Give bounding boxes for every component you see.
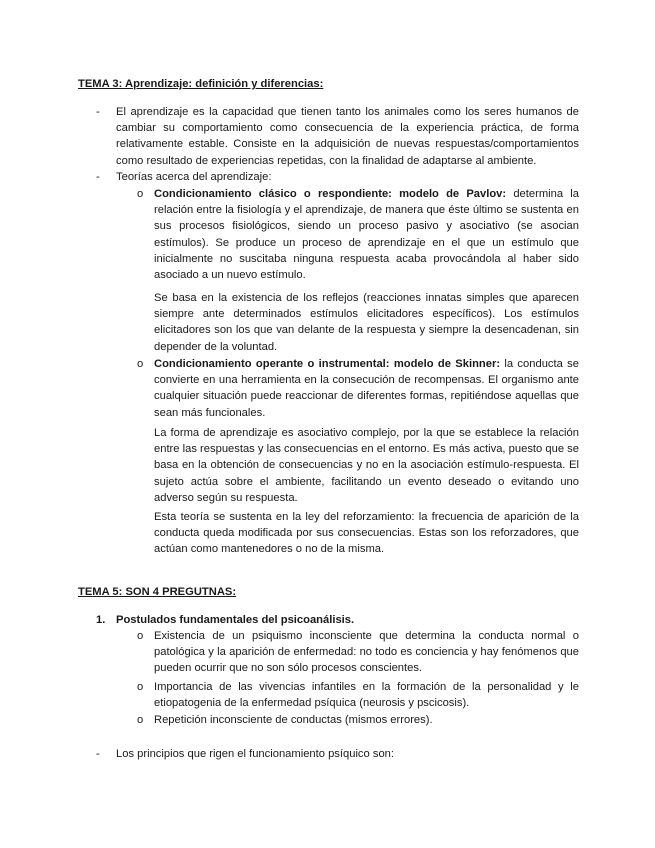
circle-bullet: o	[137, 188, 144, 200]
dash-bullet: -	[96, 106, 100, 118]
skinner-text: la conducta se convierte en una herramienta en la consecución de recompensas. El organismo ante cualquier situación puede reaccionar de diferentes formas, repitiéndose aquellas que sean más funcionales.	[154, 358, 579, 419]
teorias-label: Teorías acerca del aprendizaje:	[116, 171, 272, 183]
circle-bullet: o	[137, 681, 144, 693]
tema3-title: TEMA 3: Aprendizaje: definición y diferencias:	[78, 78, 324, 90]
circle-bullet: o	[137, 358, 144, 370]
psicoanalisis-heading: Postulados fundamentales del psicoanálisis.	[116, 614, 355, 626]
skinner-paragraph-2: La forma de aprendizaje es asociativo complejo, por la que se establece la relación entre las respuestas y las consecuencias en el entorno. Es más activa, puesto que se basa en la obtención de consecuencias y no en la asociación estímulo-respuesta. El sujeto actúa sobre el ambiente, facilitando un evento deseado o evitando uno adverso según su respuesta.	[154, 427, 579, 504]
pavlov-paragraph	[154, 186, 579, 283]
skinner-paragraph	[154, 356, 579, 421]
pavlov-paragraph-2: Se basa en la existencia de los reflejos (reacciones innatas simples que aparecen siempre ante determinados estímulos elicitadores específicos). Los estímulos elicitadores son los que van delante de la respuesta y siempre la desencadenan, sin depender de la voluntad.	[154, 292, 579, 353]
definition-paragraph: El aprendizaje es la capacidad que tienen tanto los animales como los seres humanos de cambiar su comportamiento como consecuencia de la experiencia práctica, de forma relativamente estable. Consiste en la adquisición de nuevas respuestas/comportamientos como resultado de experiencias repetidas, con la finalidad de adaptarse al ambiente.	[116, 106, 579, 167]
pavlov-heading: Condicionamiento clásico o respondiente: modelo de Pavlov:	[154, 188, 507, 200]
numbered-marker: 1.	[96, 614, 106, 626]
list-item: Importancia de las vivencias infantiles en la formación de la personalidad y le etiopatogenia de la enfermedad psíquica (neurosis y pscicosis).	[154, 681, 579, 710]
skinner-heading: Condicionamiento operante o instrumental: modelo de Skinner:	[154, 358, 501, 370]
circle-bullet: o	[137, 714, 144, 726]
tema5-title: TEMA 5: SON 4 PREGUTNAS:	[78, 586, 237, 598]
pavlov-text: determina la relación entre la fisiología y el aprendizaje, de manera que éste último se sustenta en sus procesos fisiológicos, siendo un proceso pasivo y asociativo (se asocian estímulos). Se produce un proceso de aprendizaje en el que un estímulo que inicialmente no suscitaba ninguna respuesta acaba provocándola al haber sido asociado a un nuevo estímulo.	[154, 188, 579, 282]
dash-bullet: -	[96, 748, 100, 760]
list-item: Repetición inconsciente de conductas (mismos errores).	[154, 714, 433, 726]
circle-bullet: o	[137, 630, 144, 642]
principios-paragraph: Los principios que rigen el funcionamiento psíquico son:	[116, 748, 394, 760]
list-item: Existencia de un psiquismo inconsciente que determina la conducta normal o patológica y la aparición de enfermedad: no todo es conciencia y hay fenómenos que pueden ocurrir que no son sólo procesos conscientes.	[154, 630, 579, 675]
skinner-paragraph-3: Esta teoría se sustenta en la ley del reforzamiento: la frecuencia de aparición de la conducta queda modificada por sus consecuencias. Estas son los reforzadores, que actúan como mantenedores o no de la misma.	[154, 511, 579, 556]
dash-bullet: -	[96, 171, 100, 183]
